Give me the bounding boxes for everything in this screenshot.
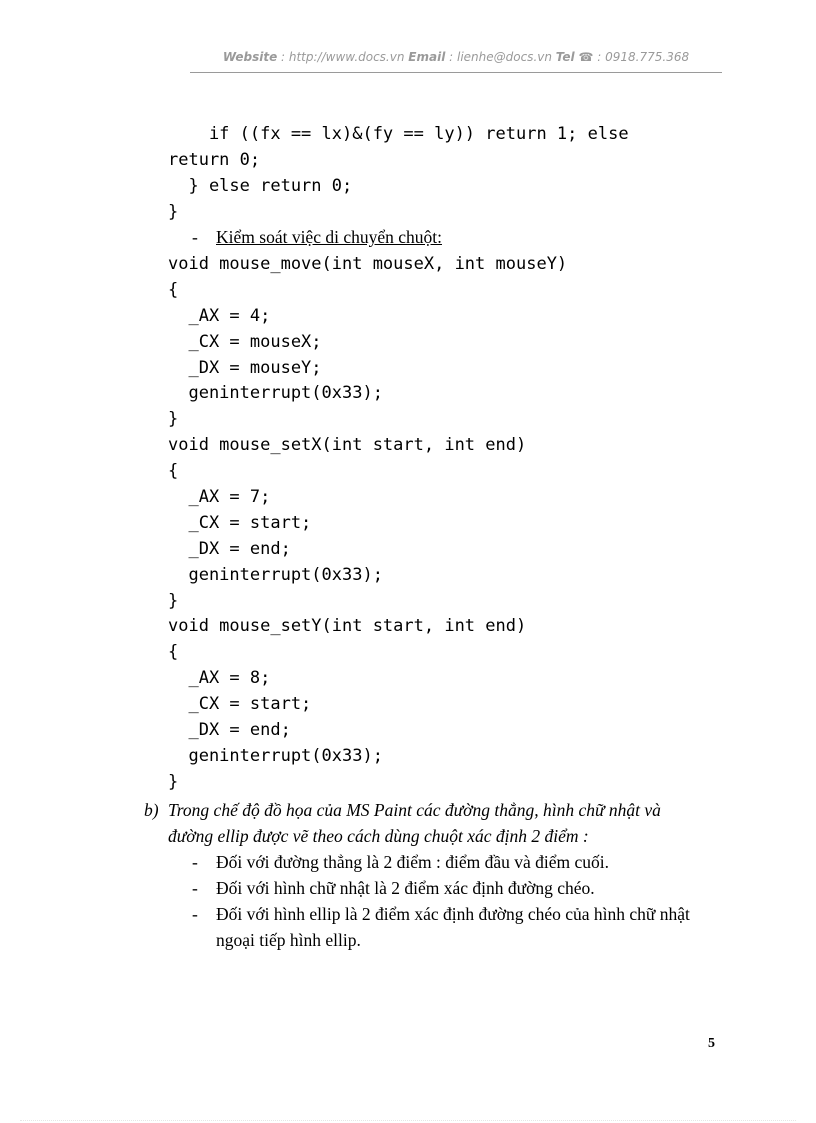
section-heading-mouse-move	[192, 227, 442, 248]
code-line: _CX = start;	[168, 512, 312, 533]
tel-value: : 0918.775.368	[593, 50, 690, 64]
paragraph-label: b)	[144, 800, 159, 820]
bullet-dash: -	[192, 904, 198, 924]
page-header	[190, 50, 722, 64]
section-heading-text: Kiểm soát việc di chuyển chuột:	[216, 227, 442, 247]
code-line: void mouse_setX(int start, int end)	[168, 435, 527, 456]
code-line: _DX = mouseY;	[168, 357, 322, 378]
website-value: : http://www.docs.vn	[277, 50, 409, 64]
code-line: } else return 0;	[168, 175, 353, 196]
code-line: {	[168, 279, 179, 300]
code-line: _CX = mouseX;	[168, 331, 322, 352]
phone-icon: ☎	[578, 50, 594, 64]
point-list	[192, 849, 712, 953]
paragraph-b	[144, 797, 724, 849]
code-line: _DX = end;	[168, 720, 291, 741]
code-line: void mouse_move(int mouseX, int mouseY)	[168, 254, 568, 274]
footer-divider	[20, 1120, 796, 1121]
tel-label: Tel	[555, 50, 575, 64]
page-number: 5	[708, 1036, 715, 1051]
code-block-2	[168, 252, 567, 796]
paragraph-line: Trong chế độ đồ họa của MS Paint các đường thẳng, hình chữ nhật và	[168, 800, 661, 820]
email-value: : lienhe@docs.vn	[445, 50, 556, 64]
code-line: _CX = start;	[168, 694, 312, 715]
list-item	[192, 901, 712, 953]
code-line: }	[168, 409, 179, 430]
list-item-text: Đối với đường thẳng là 2 điểm : điểm đầu và điểm cuối.	[216, 852, 609, 872]
code-line: geninterrupt(0x33);	[168, 383, 383, 404]
header-divider	[190, 72, 722, 73]
code-line: if ((fx == lx)&(fy == ly)) return 1; else	[168, 124, 629, 144]
list-item-text: Đối với hình ellip là 2 điểm xác định đường chéo của hình chữ nhật ngoại tiếp hình ellip.	[216, 904, 690, 950]
paragraph-line: đường ellip được vẽ theo cách dùng chuột xác định 2 điểm :	[168, 826, 589, 846]
code-line: geninterrupt(0x33);	[168, 564, 383, 585]
list-item	[192, 875, 712, 901]
code-line: {	[168, 642, 179, 663]
code-line: _AX = 8;	[168, 668, 271, 689]
code-line: {	[168, 461, 179, 482]
bullet-dash: -	[192, 227, 198, 247]
code-line: }	[168, 590, 179, 611]
code-line: _AX = 4;	[168, 305, 271, 326]
code-line: _AX = 7;	[168, 487, 271, 508]
code-line: _DX = end;	[168, 538, 291, 559]
email-label: Email	[408, 50, 446, 64]
bullet-dash: -	[192, 878, 198, 898]
code-block-1	[168, 122, 629, 226]
code-line: return 0;	[168, 149, 261, 170]
code-line: void mouse_setY(int start, int end)	[168, 616, 527, 637]
list-item-text: Đối với hình chữ nhật là 2 điểm xác định đường chéo.	[216, 878, 595, 898]
code-line: geninterrupt(0x33);	[168, 745, 383, 766]
list-item	[192, 849, 712, 875]
bullet-dash: -	[192, 852, 198, 872]
website-label: Website	[222, 50, 278, 64]
code-line: }	[168, 201, 179, 222]
code-line: }	[168, 771, 179, 792]
